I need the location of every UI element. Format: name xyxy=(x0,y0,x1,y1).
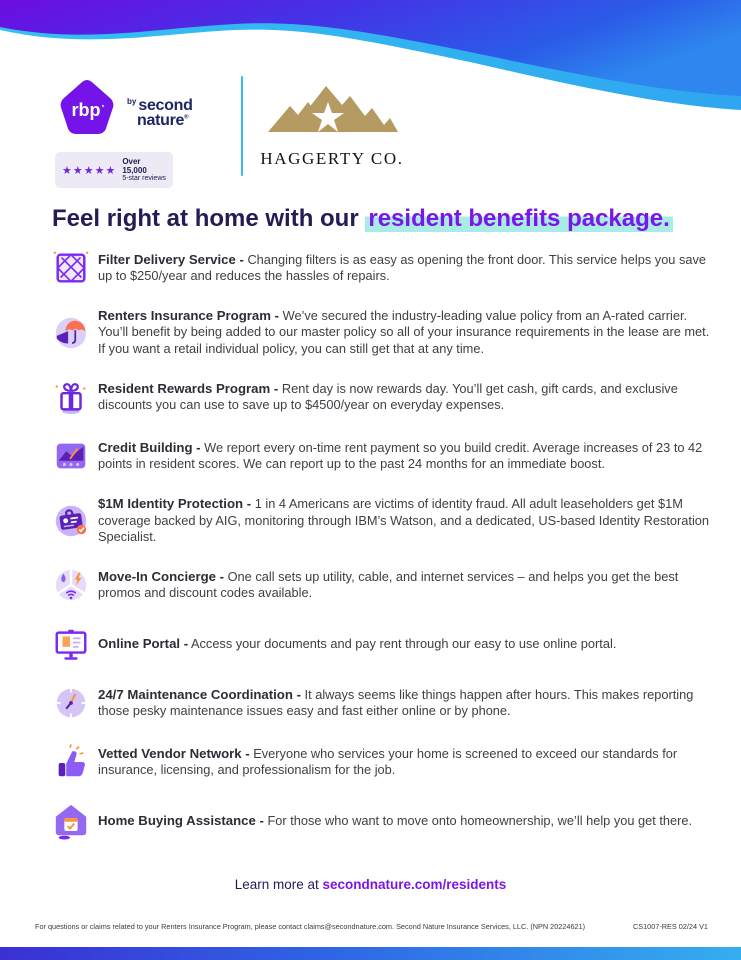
credit-building-icon xyxy=(52,437,90,475)
identity-protection-icon xyxy=(52,502,90,540)
document-code: CS1007-RES 02/24 V1 xyxy=(632,922,708,931)
home-buying-icon xyxy=(52,802,90,840)
heading-prefix: Feel right at home with our xyxy=(52,205,359,232)
benefit-description: Rent day is now rewards day. You’ll get cash, gift cards, and exclusive discounts you can use to save up to $4500/year on everyday expenses. xyxy=(98,380,678,413)
byline-nature: nature® xyxy=(137,111,189,129)
vetted-vendor-icon xyxy=(52,743,90,781)
filter-delivery-icon xyxy=(52,249,90,287)
benefit-title: Credit Building - xyxy=(98,439,201,455)
benefit-description: It always seems like things happen after hours. This makes reporting those pesky maintenance issues easy and fast either online or by phone. xyxy=(98,687,694,719)
registered-mark: ® xyxy=(184,114,189,121)
learn-more-line xyxy=(0,877,741,892)
benefit-title: Filter Delivery Service - xyxy=(98,251,244,267)
list-item xyxy=(52,566,717,604)
benefit-description: Access your documents and pay rent through our easy to use online portal. xyxy=(190,636,617,652)
benefit-title: Renters Insurance Program - xyxy=(98,308,280,323)
list-item xyxy=(52,684,717,722)
rbp-brand-block xyxy=(55,76,205,188)
benefit-description: 1 in 4 Americans are victims of identity fraud. All adult leaseholders get $1M coverage backed by AIG, monitoring through IBM’s Watson, and a dedicated, US-based Identity Restoration Specialist. xyxy=(98,496,710,545)
benefit-text xyxy=(98,308,713,357)
list-item xyxy=(52,496,717,545)
benefit-text xyxy=(98,440,713,473)
benefit-description: We’ve secured the industry-leading value policy from an A-rated carrier. You’ll benefit by being added to our master policy so all of your insurance requirements in the lease are met. If you want a retail individual policy, you can still get that at any time. xyxy=(98,308,710,356)
five-stars-icon: ★★★★★ xyxy=(62,164,117,177)
benefit-title: Vetted Vendor Network - xyxy=(98,746,250,762)
renters-insurance-icon xyxy=(52,314,90,352)
second-nature-wordmark xyxy=(127,88,193,129)
bottom-gradient-bar xyxy=(0,947,741,960)
benefits-list xyxy=(52,249,717,861)
benefit-text xyxy=(98,381,713,414)
benefit-text xyxy=(98,813,713,829)
online-portal-icon xyxy=(52,625,90,663)
benefit-text xyxy=(98,636,713,652)
page-title xyxy=(52,203,712,235)
maintenance-clock-icon xyxy=(52,684,90,722)
benefit-title: Move-In Concierge - xyxy=(98,569,225,585)
benefit-text xyxy=(98,252,713,285)
partner-logo-block xyxy=(257,76,407,169)
benefit-title: 24/7 Maintenance Coordination - xyxy=(98,687,301,703)
benefit-text xyxy=(98,687,713,720)
benefit-title: $1M Identity Protection - xyxy=(98,496,252,512)
list-item xyxy=(52,625,717,663)
move-in-concierge-icon xyxy=(52,566,90,604)
heading-highlight: resident benefits package. xyxy=(365,205,672,232)
benefit-description: We report every on-time rent payment so you build credit. Average increases of 23 to 42 points in resident scores. We can report up to the past 24 months for an immediate boost. xyxy=(98,439,703,472)
list-item xyxy=(52,437,717,475)
rbp-logo-icon xyxy=(55,76,119,140)
reviews-count: Over 15,000 xyxy=(122,157,147,176)
rewards-gift-icon xyxy=(52,378,90,416)
benefit-description: For those who want to move onto homeownership, we’ll help you get there. xyxy=(267,813,693,829)
benefit-title: Online Portal - xyxy=(98,636,189,652)
benefit-description: One call sets up utility, cable, and internet services – and helps you get the best promos and discount codes available. xyxy=(98,569,679,601)
benefit-text xyxy=(98,746,713,779)
reviews-badge xyxy=(55,152,173,188)
reviews-label: 5-star reviews xyxy=(122,175,166,183)
mountain-logo-icon xyxy=(262,80,402,142)
list-item xyxy=(52,308,717,357)
benefit-description: Everyone who services your home is screened to exceed our standards for insurance, licensing, and professionalism for the job. xyxy=(98,746,678,778)
learn-more-link[interactable]: secondnature.com/residents xyxy=(322,877,507,892)
rbp-logo-text: rbp xyxy=(71,100,101,120)
list-item xyxy=(52,743,717,781)
benefit-title: Resident Rewards Program - xyxy=(98,380,279,396)
logo-row xyxy=(55,76,407,188)
benefit-text xyxy=(98,496,713,545)
benefit-text xyxy=(98,569,713,602)
list-item xyxy=(52,249,717,287)
partner-name: HAGGERTY CO. xyxy=(260,149,404,168)
logo-divider xyxy=(241,76,243,176)
benefit-description: Changing filters is as easy as opening the front door. This service helps you save up to $250/year and reduces the hassles of repairs. xyxy=(98,251,707,283)
list-item xyxy=(52,802,717,840)
legal-text: For questions or claims related to your Renters Insurance Program, please contact claims@secondnature.com. Second Nature Insurance Services, LLC. (NPN 20224621) xyxy=(35,922,586,931)
benefit-title: Home Buying Assistance - xyxy=(98,813,264,829)
list-item xyxy=(52,378,717,416)
byline-by: by xyxy=(127,96,137,106)
learn-more-prefix: Learn more at xyxy=(234,877,319,892)
byline-second: second xyxy=(138,96,193,114)
